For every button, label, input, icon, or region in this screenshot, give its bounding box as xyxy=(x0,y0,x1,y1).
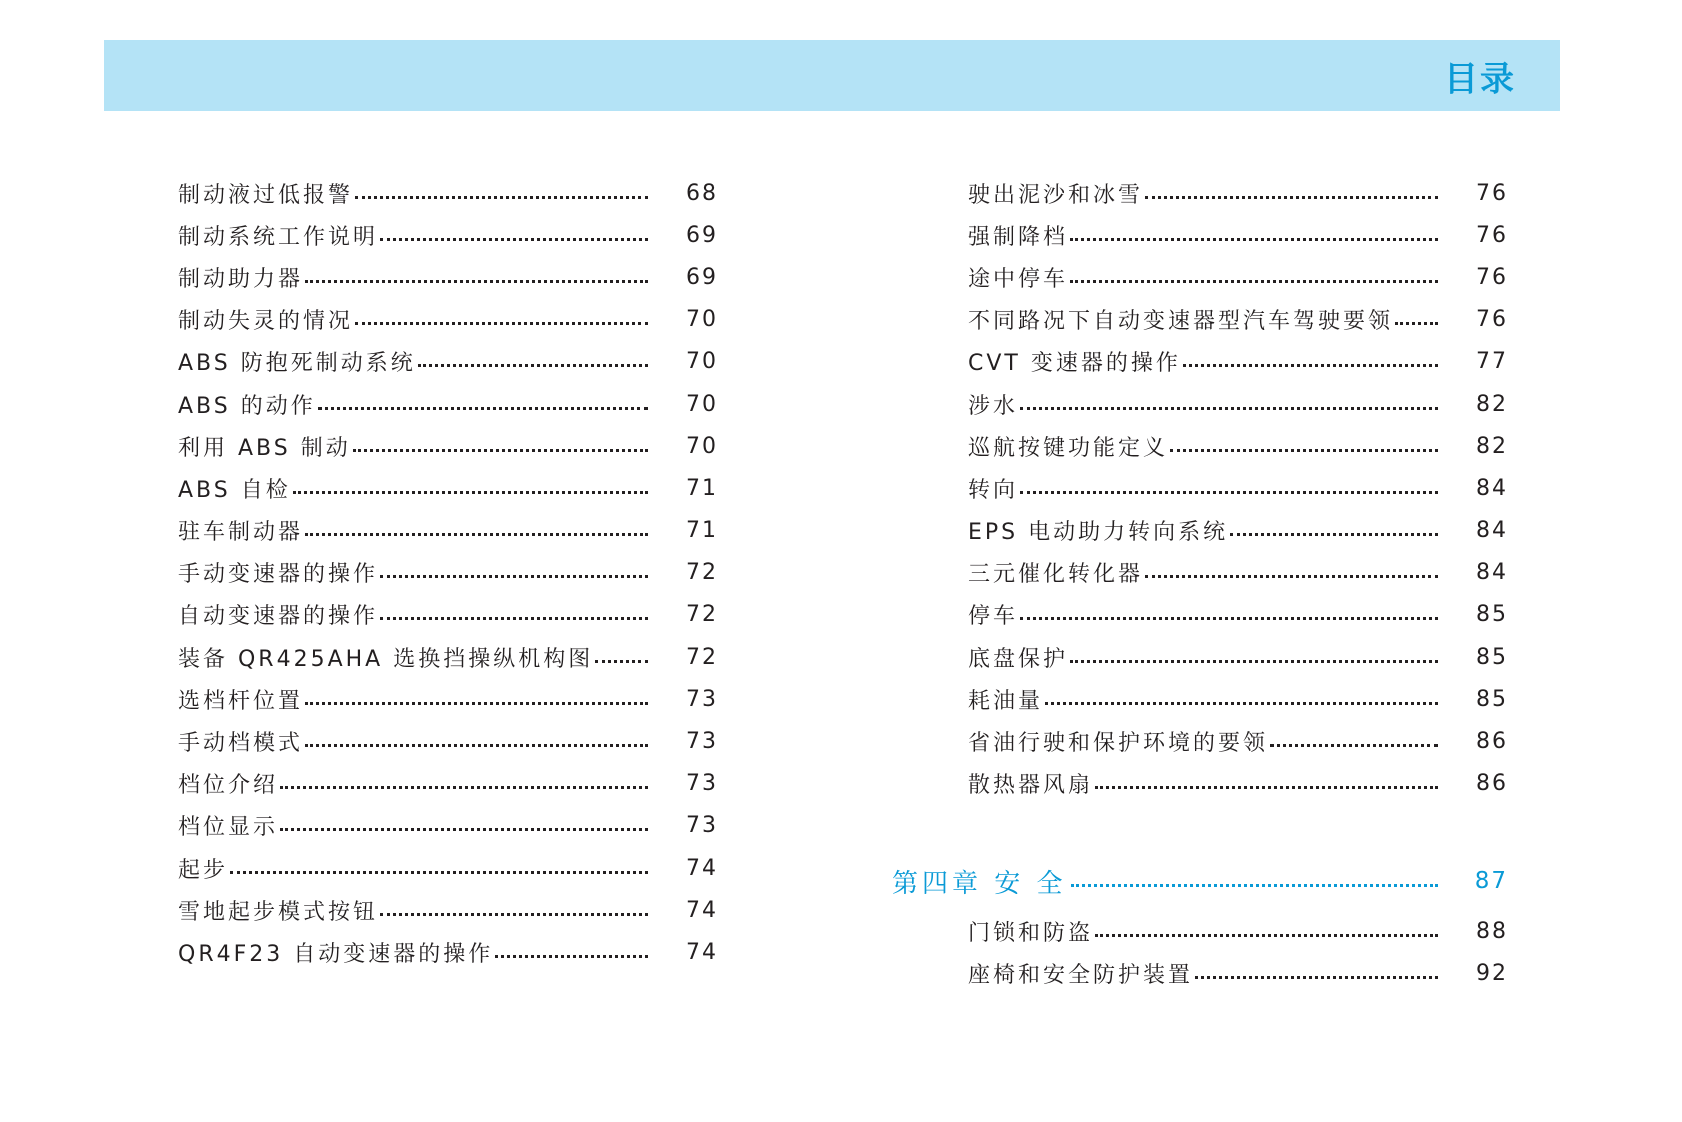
toc-entry-page-number: 85 xyxy=(1476,602,1508,628)
toc-entry-label: 耗油量 xyxy=(968,688,1044,714)
page-title: 目录 xyxy=(1444,59,1516,99)
toc-entry-label: 制动助力器 xyxy=(178,266,304,292)
toc-entry-page-number: 72 xyxy=(686,644,718,670)
toc-entry-page-number: 70 xyxy=(686,391,718,417)
toc-entry-label: 门锁和防盗 xyxy=(968,920,1094,946)
toc-entry-page-number: 70 xyxy=(686,307,718,333)
toc-entry-label: 三元催化转化器 xyxy=(968,562,1144,588)
toc-entry[interactable] xyxy=(178,763,718,805)
toc-entry[interactable] xyxy=(178,594,718,636)
toc-entry[interactable] xyxy=(968,678,1508,720)
leader-dots xyxy=(380,238,648,241)
toc-entry-label: ABS 自检 xyxy=(178,477,291,503)
leader-dots xyxy=(1270,744,1438,747)
header-band xyxy=(104,40,1560,111)
toc-entry[interactable] xyxy=(968,952,1508,994)
toc-entry[interactable] xyxy=(968,763,1508,805)
leader-dots xyxy=(1020,491,1438,494)
toc-entry-label: 自动变速器的操作 xyxy=(178,604,379,630)
toc-entry-label: 选档杆位置 xyxy=(178,688,304,714)
toc-entry[interactable] xyxy=(178,341,718,383)
toc-entry-page-number: 84 xyxy=(1476,560,1508,586)
toc-entry-label: 档位介绍 xyxy=(178,773,279,799)
leader-dots xyxy=(418,364,648,367)
toc-entry-label: 制动液过低报警 xyxy=(178,182,354,208)
leader-dots xyxy=(280,786,648,789)
toc-entry-label: 巡航按键功能定义 xyxy=(968,435,1169,461)
toc-entry[interactable] xyxy=(178,636,718,678)
toc-entry-page-number: 86 xyxy=(1476,729,1508,755)
toc-entry-page-number: 71 xyxy=(686,475,718,501)
toc-entry-page-number: 71 xyxy=(686,518,718,544)
leader-dots xyxy=(495,955,648,958)
toc-entry[interactable] xyxy=(968,383,1508,425)
toc-entry-label: EPS 电动助力转向系统 xyxy=(968,520,1229,546)
toc-entry-page-number: 72 xyxy=(686,602,718,628)
leader-dots xyxy=(1195,976,1438,979)
toc-entry[interactable] xyxy=(178,889,718,931)
toc-entry[interactable] xyxy=(178,678,718,720)
toc-entry[interactable] xyxy=(178,425,718,467)
toc-entry-page-number: 82 xyxy=(1476,433,1508,459)
leader-dots xyxy=(595,660,648,663)
leader-dots xyxy=(380,617,648,620)
toc-entry-page-number: 69 xyxy=(686,222,718,248)
toc-entry-label: 手动变速器的操作 xyxy=(178,562,379,588)
leader-dots xyxy=(1395,322,1438,325)
leader-dots xyxy=(1095,934,1438,937)
leader-dots xyxy=(1145,196,1438,199)
toc-entry-label: 省油行驶和保护环境的要领 xyxy=(968,731,1269,757)
toc-chapter-entries xyxy=(968,910,1508,994)
toc-entry-page-number: 77 xyxy=(1476,349,1508,375)
leader-dots xyxy=(1020,407,1438,410)
toc-entry-label: ABS 的动作 xyxy=(178,393,316,419)
toc-entry-page-number: 72 xyxy=(686,560,718,586)
toc-entry-page-number: 73 xyxy=(686,686,718,712)
leader-dots xyxy=(1070,238,1438,241)
toc-entry-label: 散热器风扇 xyxy=(968,773,1094,799)
leader-dots xyxy=(280,828,648,831)
toc-entry-page-number: 70 xyxy=(686,349,718,375)
toc-entry-label: 档位显示 xyxy=(178,815,279,841)
leader-dots xyxy=(1095,786,1438,789)
toc-entry-label: 强制降档 xyxy=(968,224,1069,250)
toc-entry-page-number: 74 xyxy=(686,939,718,965)
toc-entry-page-number: 73 xyxy=(686,729,718,755)
toc-entry-page-number: 76 xyxy=(1476,264,1508,290)
toc-entry[interactable] xyxy=(968,299,1508,341)
toc-entry[interactable] xyxy=(178,172,718,214)
toc-entry[interactable] xyxy=(178,847,718,889)
toc-entry-page-number: 92 xyxy=(1476,960,1508,986)
toc-entry-label: 不同路况下自动变速器型汽车驾驶要领 xyxy=(968,309,1394,335)
leader-dots xyxy=(1071,884,1438,887)
leader-dots xyxy=(1230,533,1438,536)
toc-entry-page-number: 76 xyxy=(1476,222,1508,248)
toc-entry[interactable] xyxy=(178,299,718,341)
toc-entry-label: 停车 xyxy=(968,604,1019,630)
toc-entry[interactable] xyxy=(178,931,718,973)
toc-entry-label: 制动失灵的情况 xyxy=(178,309,354,335)
toc-entry[interactable] xyxy=(968,425,1508,467)
toc-entry-page-number: 84 xyxy=(1476,518,1508,544)
toc-entry-page-number: 88 xyxy=(1476,918,1508,944)
toc-entry[interactable] xyxy=(968,910,1508,952)
leader-dots xyxy=(380,575,648,578)
toc-entry[interactable] xyxy=(968,720,1508,762)
toc-entry[interactable] xyxy=(968,594,1508,636)
toc-entry[interactable] xyxy=(968,214,1508,256)
leader-dots xyxy=(1183,364,1438,367)
toc-entry[interactable] xyxy=(968,636,1508,678)
toc-entry-page-number: 85 xyxy=(1476,686,1508,712)
leader-dots xyxy=(1145,575,1438,578)
toc-entry[interactable] xyxy=(178,256,718,298)
toc-entry[interactable] xyxy=(178,383,718,425)
leader-dots xyxy=(1045,702,1438,705)
toc-left-column xyxy=(178,172,718,974)
toc-entry-label: 制动系统工作说明 xyxy=(178,224,379,250)
chapter-page-number: 87 xyxy=(1474,868,1508,894)
toc-entry-label: 转向 xyxy=(968,477,1019,503)
toc-entry[interactable] xyxy=(968,172,1508,214)
leader-dots xyxy=(305,280,648,283)
toc-entry-label: 雪地起步模式按钮 xyxy=(178,899,379,925)
toc-entry-page-number: 69 xyxy=(686,264,718,290)
toc-entry-label: 驻车制动器 xyxy=(178,520,304,546)
toc-entry-label: CVT 变速器的操作 xyxy=(968,351,1181,377)
toc-entry-page-number: 74 xyxy=(686,897,718,923)
toc-entry-label: 座椅和安全防护装置 xyxy=(968,962,1194,988)
leader-dots xyxy=(293,491,648,494)
toc-entry-label: 驶出泥沙和冰雪 xyxy=(968,182,1144,208)
toc-entry[interactable] xyxy=(178,805,718,847)
toc-entry-page-number: 73 xyxy=(686,771,718,797)
leader-dots xyxy=(318,407,648,410)
toc-entry-label: 利用 ABS 制动 xyxy=(178,435,351,461)
toc-entry[interactable] xyxy=(178,720,718,762)
chapter-label: 第四章 安 全 xyxy=(892,868,1067,899)
leader-dots xyxy=(305,533,648,536)
leader-dots xyxy=(380,913,648,916)
toc-entry-label: 途中停车 xyxy=(968,266,1069,292)
toc-chapter-heading[interactable] xyxy=(892,860,1508,902)
toc-entry-page-number: 86 xyxy=(1476,771,1508,797)
toc-entry[interactable] xyxy=(178,467,718,509)
toc-entry[interactable] xyxy=(178,552,718,594)
toc-entry-label: 底盘保护 xyxy=(968,646,1069,672)
toc-entry[interactable] xyxy=(968,467,1508,509)
leader-dots xyxy=(1070,660,1438,663)
toc-right-column xyxy=(968,172,1508,805)
toc-entry-page-number: 74 xyxy=(686,855,718,881)
toc-entry-page-number: 84 xyxy=(1476,475,1508,501)
toc-entry[interactable] xyxy=(178,214,718,256)
toc-entry-label: QR4F23 自动变速器的操作 xyxy=(178,941,494,967)
toc-entry-page-number: 73 xyxy=(686,813,718,839)
toc-entry-label: 起步 xyxy=(178,857,229,883)
leader-dots xyxy=(355,322,648,325)
toc-entry-page-number: 76 xyxy=(1476,307,1508,333)
leader-dots xyxy=(353,449,648,452)
leader-dots xyxy=(1170,449,1438,452)
toc-entry-label: 装备 QR425AHA 选换挡操纵机构图 xyxy=(178,646,594,672)
toc-entry-label: 手动档模式 xyxy=(178,731,304,757)
toc-entry-page-number: 76 xyxy=(1476,180,1508,206)
leader-dots xyxy=(230,871,648,874)
leader-dots xyxy=(305,744,648,747)
toc-entry-label: 涉水 xyxy=(968,393,1019,419)
toc-entry[interactable] xyxy=(968,341,1508,383)
toc-entry-page-number: 68 xyxy=(686,180,718,206)
leader-dots xyxy=(305,702,648,705)
leader-dots xyxy=(355,196,648,199)
leader-dots xyxy=(1020,617,1438,620)
toc-entry-page-number: 70 xyxy=(686,433,718,459)
toc-entry-page-number: 85 xyxy=(1476,644,1508,670)
toc-entry[interactable] xyxy=(968,510,1508,552)
leader-dots xyxy=(1070,280,1438,283)
toc-entry-page-number: 82 xyxy=(1476,391,1508,417)
toc-entry-label: ABS 防抱死制动系统 xyxy=(178,351,416,377)
toc-entry[interactable] xyxy=(968,256,1508,298)
toc-entry[interactable] xyxy=(968,552,1508,594)
toc-entry[interactable] xyxy=(178,510,718,552)
